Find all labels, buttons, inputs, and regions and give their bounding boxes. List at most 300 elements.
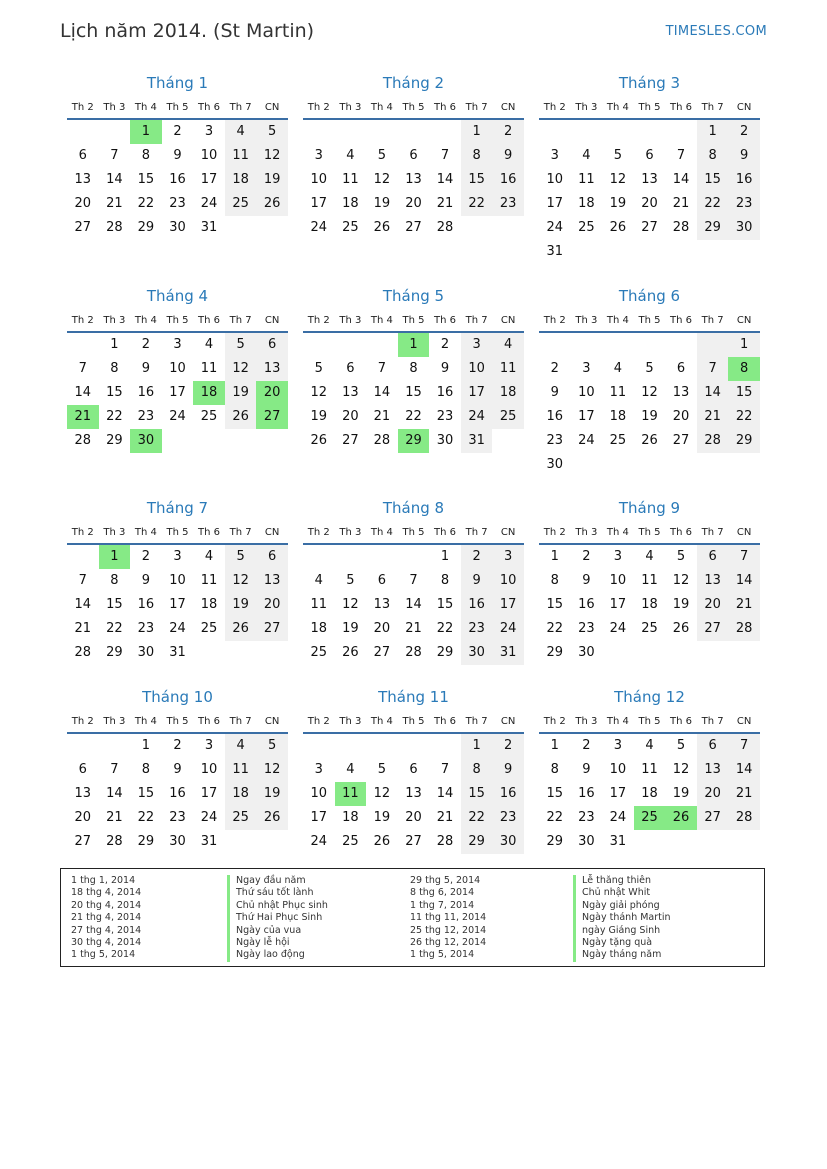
day-cell: 20: [74, 196, 92, 211]
day-cell: 21: [436, 196, 454, 211]
weekday-label: Th 6: [434, 314, 457, 326]
weekday-label: Th 4: [370, 101, 393, 113]
day-cell: 2: [728, 120, 760, 144]
day-cell: 7: [78, 361, 87, 376]
day-cell: 16: [492, 782, 524, 806]
day-cell: 12: [373, 786, 391, 801]
day-cell: 6: [78, 148, 87, 163]
weekday-label: Th 4: [606, 314, 629, 326]
month-title: Tháng 1: [146, 74, 209, 92]
day-cell: 18: [310, 621, 328, 636]
weekday-label: Th 2: [543, 101, 566, 113]
day-cell: 16: [137, 385, 155, 400]
weekday-label: Th 2: [71, 101, 94, 113]
weekday-label: CN: [264, 715, 280, 727]
day-cell: 2: [173, 738, 182, 753]
day-cell: 28: [106, 220, 123, 235]
day-cell: 13: [672, 385, 690, 400]
day-cell: 26: [342, 645, 359, 660]
day-cell: 17: [492, 593, 524, 617]
day-cell: 29: [728, 429, 760, 453]
empty-day-cell: [634, 641, 666, 665]
day-cell: 24: [310, 220, 328, 235]
day-cell: 13: [256, 357, 288, 381]
weekday-label: Th 6: [198, 526, 221, 538]
day-cell: 26: [373, 834, 391, 849]
legend-date: 25 thg 12, 2014: [410, 924, 487, 936]
day-cell: 15: [461, 168, 493, 192]
day-cell: 1: [697, 120, 729, 144]
weekday-label: Th 3: [575, 314, 598, 326]
week-row: [303, 357, 524, 381]
week-row: [539, 734, 760, 758]
weekday-label: Th 5: [166, 101, 189, 113]
day-cell: 23: [492, 192, 524, 216]
day-cell: 17: [578, 409, 595, 424]
day-cell: 12: [256, 144, 288, 168]
day-cell: 7: [440, 148, 450, 163]
weekday-label: CN: [500, 101, 516, 113]
empty-day-cell: [634, 240, 666, 264]
month-calendar: [539, 684, 760, 854]
page-title: Lịch năm 2014. (St Martin): [60, 20, 315, 42]
month-title: Tháng 5: [382, 287, 445, 305]
week-row: [303, 617, 524, 641]
week-row: [539, 429, 760, 453]
empty-day-cell: [366, 333, 398, 357]
day-cell: 20: [697, 782, 729, 806]
weekday-label: Th 5: [166, 526, 189, 538]
month-calendar: [539, 70, 760, 264]
day-cell: 4: [645, 738, 654, 753]
day-cell: 28: [672, 220, 690, 235]
day-cell: 2: [141, 337, 151, 352]
day-cell: 7: [110, 762, 119, 777]
day-cell: 26: [256, 192, 288, 216]
day-cell: 15: [697, 168, 729, 192]
day-cell: 16: [578, 786, 595, 801]
weekday-label: Th 4: [606, 101, 629, 113]
weekday-label: Th 4: [606, 526, 629, 538]
day-cell: 21: [672, 196, 690, 211]
day-cell: 25: [342, 834, 359, 849]
empty-day-cell: [602, 240, 634, 264]
day-cell: 26: [225, 405, 257, 429]
week-row: [539, 405, 760, 429]
weekday-label: Th 2: [543, 314, 566, 326]
day-cell: 11: [641, 762, 658, 777]
day-cell: 23: [436, 409, 454, 424]
legend-date: 29 thg 5, 2014: [410, 875, 481, 886]
day-cell: 29: [697, 216, 729, 240]
day-cell: 10: [461, 357, 493, 381]
empty-day-cell: [634, 453, 666, 477]
month-calendar: [303, 684, 524, 854]
day-cell: 6: [346, 361, 355, 376]
empty-day-cell: [665, 641, 697, 665]
day-cell: 15: [137, 786, 155, 801]
legend-date: 21 thg 4, 2014: [71, 912, 142, 924]
day-cell: 29: [106, 645, 123, 660]
day-cell: 21: [67, 405, 99, 429]
day-cell: 9: [582, 762, 591, 777]
day-cell: 13: [256, 569, 288, 593]
day-cell: 30: [436, 433, 454, 448]
day-cell: 19: [225, 593, 257, 617]
month-title: Tháng 6: [618, 287, 681, 305]
day-cell: 17: [609, 597, 627, 612]
day-cell: 19: [225, 381, 257, 405]
weekday-label: Th 6: [434, 101, 457, 113]
week-row: [539, 641, 760, 665]
day-cell: 5: [377, 148, 387, 163]
week-row: [539, 593, 760, 617]
day-cell: 31: [609, 834, 627, 849]
day-cell: 11: [492, 357, 524, 381]
day-cell: 22: [106, 621, 123, 636]
day-cell: 19: [373, 810, 391, 825]
day-cell: 2: [492, 120, 524, 144]
day-cell: 24: [200, 810, 218, 825]
day-cell: 16: [461, 593, 493, 617]
day-cell: 2: [141, 549, 151, 564]
day-cell: 15: [436, 597, 454, 612]
legend-holiday-name: Ngày lao động: [227, 949, 328, 961]
day-cell: 23: [169, 196, 186, 211]
legend-names-left: [227, 875, 328, 962]
weekday-label: Th 4: [370, 715, 393, 727]
day-cell: 8: [141, 762, 151, 777]
week-row: [539, 617, 760, 641]
week-row: [539, 240, 760, 264]
day-cell: 3: [204, 738, 214, 753]
weekday-label: Th 7: [701, 101, 724, 113]
day-cell: 2: [582, 738, 591, 753]
weekday-label: Th 3: [339, 715, 362, 727]
week-row: [67, 806, 288, 830]
week-row: [67, 641, 288, 665]
day-cell: 30: [130, 429, 162, 453]
empty-day-cell: [728, 240, 760, 264]
legend-date: 1 thg 5, 2014: [71, 949, 136, 961]
day-cell: 2: [461, 545, 493, 569]
weekday-label: Th 2: [307, 314, 330, 326]
weekday-label: Th 7: [465, 101, 488, 113]
day-cell: 30: [728, 216, 760, 240]
day-cell: 24: [200, 196, 218, 211]
week-row: [539, 333, 760, 357]
day-cell: 14: [106, 786, 123, 801]
weekday-label: CN: [264, 101, 280, 113]
day-cell: 12: [310, 385, 328, 400]
day-cell: 25: [492, 405, 524, 429]
day-cell: 1: [440, 549, 450, 564]
day-cell: 17: [310, 810, 328, 825]
day-cell: 14: [405, 597, 422, 612]
day-cell: 12: [342, 597, 359, 612]
weekday-label: Th 3: [339, 314, 362, 326]
weekday-header: [67, 96, 288, 120]
empty-day-cell: [429, 120, 461, 144]
day-cell: 4: [346, 148, 355, 163]
weekday-label: CN: [736, 715, 752, 727]
week-row: [303, 830, 524, 854]
day-cell: 27: [672, 433, 690, 448]
day-cell: 15: [405, 385, 422, 400]
day-cell: 29: [436, 645, 454, 660]
week-row: [67, 357, 288, 381]
weekday-label: Th 3: [575, 101, 598, 113]
day-cell: 18: [641, 597, 658, 612]
day-cell: 20: [342, 409, 359, 424]
legend-holiday-name: ngày Giáng Sinh: [573, 925, 671, 937]
day-cell: 2: [440, 337, 450, 352]
day-cell: 1: [110, 337, 119, 352]
day-cell: 28: [74, 645, 92, 660]
week-row: [539, 357, 760, 381]
day-cell: 16: [546, 409, 564, 424]
empty-day-cell: [256, 830, 288, 854]
month-calendar: [539, 283, 760, 477]
empty-day-cell: [162, 429, 194, 453]
day-cell: 5: [645, 361, 654, 376]
day-cell: 11: [342, 172, 359, 187]
day-cell: 3: [173, 337, 182, 352]
day-cell: 29: [137, 834, 155, 849]
day-cell: 18: [225, 168, 257, 192]
weekday-label: Th 6: [434, 526, 457, 538]
empty-day-cell: [398, 545, 430, 569]
month-title: Tháng 4: [146, 287, 209, 305]
empty-day-cell: [67, 333, 99, 357]
day-cell: 25: [342, 220, 359, 235]
legend-holiday-name: Ngày giải phóng: [573, 900, 671, 912]
day-cell: 30: [546, 457, 564, 472]
day-cell: 29: [106, 433, 123, 448]
day-cell: 17: [546, 196, 564, 211]
day-cell: 9: [141, 361, 151, 376]
day-cell: 23: [137, 621, 155, 636]
legend-holiday-name: Ngày tháng năm: [573, 949, 671, 961]
weekday-label: Th 6: [434, 715, 457, 727]
day-cell: 28: [728, 806, 760, 830]
day-cell: 31: [200, 220, 218, 235]
empty-day-cell: [634, 830, 666, 854]
empty-day-cell: [602, 641, 634, 665]
day-cell: 13: [74, 786, 92, 801]
day-cell: 23: [546, 433, 564, 448]
day-cell: 12: [609, 172, 627, 187]
day-cell: 8: [550, 573, 559, 588]
empty-day-cell: [99, 734, 131, 758]
day-cell: 31: [200, 834, 218, 849]
weekday-label: Th 2: [307, 101, 330, 113]
day-cell: 26: [672, 621, 690, 636]
day-cell: 1: [141, 738, 151, 753]
day-cell: 5: [225, 545, 257, 569]
day-cell: 28: [405, 645, 422, 660]
day-cell: 10: [609, 762, 627, 777]
day-cell: 10: [310, 786, 328, 801]
day-cell: 17: [169, 385, 186, 400]
day-cell: 7: [676, 148, 686, 163]
day-cell: 16: [728, 168, 760, 192]
day-cell: 9: [461, 569, 493, 593]
day-cell: 30: [137, 645, 155, 660]
legend-date: 20 thg 4, 2014: [71, 899, 142, 911]
legend-dates-left: [71, 875, 141, 962]
weekday-label: Th 3: [103, 715, 126, 727]
day-cell: 29: [461, 830, 493, 854]
brand-link[interactable]: TIMESLES.COM: [665, 24, 767, 39]
day-cell: 16: [137, 597, 155, 612]
day-cell: 3: [550, 148, 559, 163]
weekday-header: [303, 96, 524, 120]
day-cell: 7: [110, 148, 119, 163]
day-cell: 26: [641, 433, 658, 448]
weekday-label: Th 4: [606, 715, 629, 727]
weekday-label: Th 2: [543, 715, 566, 727]
weekday-label: Th 5: [166, 314, 189, 326]
day-cell: 15: [546, 597, 564, 612]
week-row: [539, 381, 760, 405]
day-cell: 7: [728, 734, 760, 758]
day-cell: 27: [405, 220, 422, 235]
weekday-label: Th 6: [670, 715, 693, 727]
day-cell: 18: [609, 409, 627, 424]
week-row: [539, 569, 760, 593]
day-cell: 7: [409, 573, 418, 588]
month-calendar: [303, 70, 524, 240]
empty-day-cell: [256, 216, 288, 240]
empty-day-cell: [303, 545, 335, 569]
day-cell: 22: [106, 409, 123, 424]
day-cell: 13: [405, 786, 422, 801]
day-cell: 24: [578, 433, 595, 448]
empty-day-cell: [539, 333, 571, 357]
day-cell: 7: [78, 573, 87, 588]
day-cell: 22: [137, 810, 155, 825]
week-row: [67, 429, 288, 453]
legend-holiday-name: Ngay đầu năm: [227, 875, 328, 887]
day-cell: 9: [492, 144, 524, 168]
day-cell: 5: [676, 549, 686, 564]
empty-day-cell: [571, 453, 603, 477]
weekday-label: Th 4: [134, 715, 157, 727]
day-cell: 27: [697, 806, 729, 830]
day-cell: 25: [578, 220, 595, 235]
day-cell: 3: [314, 148, 323, 163]
day-cell: 6: [697, 545, 729, 569]
day-cell: 30: [578, 645, 595, 660]
day-cell: 3: [582, 361, 591, 376]
weekday-label: Th 6: [670, 526, 693, 538]
legend-holiday-name: Thứ Hai Phục Sinh: [227, 912, 328, 924]
day-cell: 22: [405, 409, 422, 424]
day-cell: 15: [106, 385, 123, 400]
day-cell: 21: [74, 621, 92, 636]
month-title: Tháng 9: [618, 499, 681, 517]
weekday-header: [539, 710, 760, 734]
weekday-label: Th 6: [670, 101, 693, 113]
day-cell: 7: [728, 545, 760, 569]
day-cell: 8: [440, 573, 450, 588]
day-cell: 14: [728, 569, 760, 593]
day-cell: 13: [74, 172, 92, 187]
day-cell: 3: [204, 124, 214, 139]
weekday-label: Th 2: [307, 715, 330, 727]
weekday-label: Th 5: [402, 314, 425, 326]
month-calendar: [303, 283, 524, 453]
weekday-label: Th 5: [638, 101, 661, 113]
week-row: [303, 333, 524, 357]
month-calendar: [539, 495, 760, 665]
day-cell: 28: [436, 834, 454, 849]
day-cell: 8: [110, 361, 119, 376]
day-cell: 8: [697, 144, 729, 168]
week-row: [67, 192, 288, 216]
day-cell: 19: [256, 168, 288, 192]
day-cell: 23: [461, 617, 493, 641]
day-cell: 14: [74, 385, 92, 400]
day-cell: 6: [409, 762, 418, 777]
week-row: [67, 333, 288, 357]
day-cell: 29: [546, 645, 564, 660]
day-cell: 20: [641, 196, 658, 211]
week-row: [303, 168, 524, 192]
month-calendar: [67, 70, 288, 240]
day-cell: 11: [641, 573, 658, 588]
day-cell: 4: [346, 762, 355, 777]
day-cell: 9: [728, 144, 760, 168]
day-cell: 9: [141, 573, 151, 588]
day-cell: 13: [697, 569, 729, 593]
day-cell: 8: [550, 762, 559, 777]
week-row: [67, 830, 288, 854]
weekday-label: Th 5: [402, 101, 425, 113]
empty-day-cell: [335, 120, 367, 144]
day-cell: 1: [398, 333, 430, 357]
day-cell: 25: [310, 645, 328, 660]
week-row: [67, 782, 288, 806]
day-cell: 22: [137, 196, 155, 211]
day-cell: 15: [546, 786, 564, 801]
day-cell: 11: [200, 573, 218, 588]
weekday-label: Th 7: [229, 526, 252, 538]
day-cell: 12: [641, 385, 658, 400]
day-cell: 23: [578, 810, 595, 825]
day-cell: 11: [225, 144, 257, 168]
weekday-label: Th 2: [71, 314, 94, 326]
day-cell: 5: [346, 573, 355, 588]
month-title: Tháng 11: [378, 688, 449, 706]
empty-day-cell: [67, 545, 99, 569]
day-cell: 3: [314, 762, 323, 777]
week-row: [539, 192, 760, 216]
week-row: [539, 758, 760, 782]
day-cell: 6: [256, 545, 288, 569]
day-cell: 14: [74, 597, 92, 612]
week-row: [303, 192, 524, 216]
empty-day-cell: [193, 641, 225, 665]
day-cell: 5: [613, 148, 623, 163]
day-cell: 27: [74, 220, 92, 235]
day-cell: 6: [78, 762, 87, 777]
legend-holiday-name: Ngày của vua: [227, 925, 328, 937]
day-cell: 18: [492, 381, 524, 405]
day-cell: 7: [697, 357, 729, 381]
week-row: [303, 381, 524, 405]
